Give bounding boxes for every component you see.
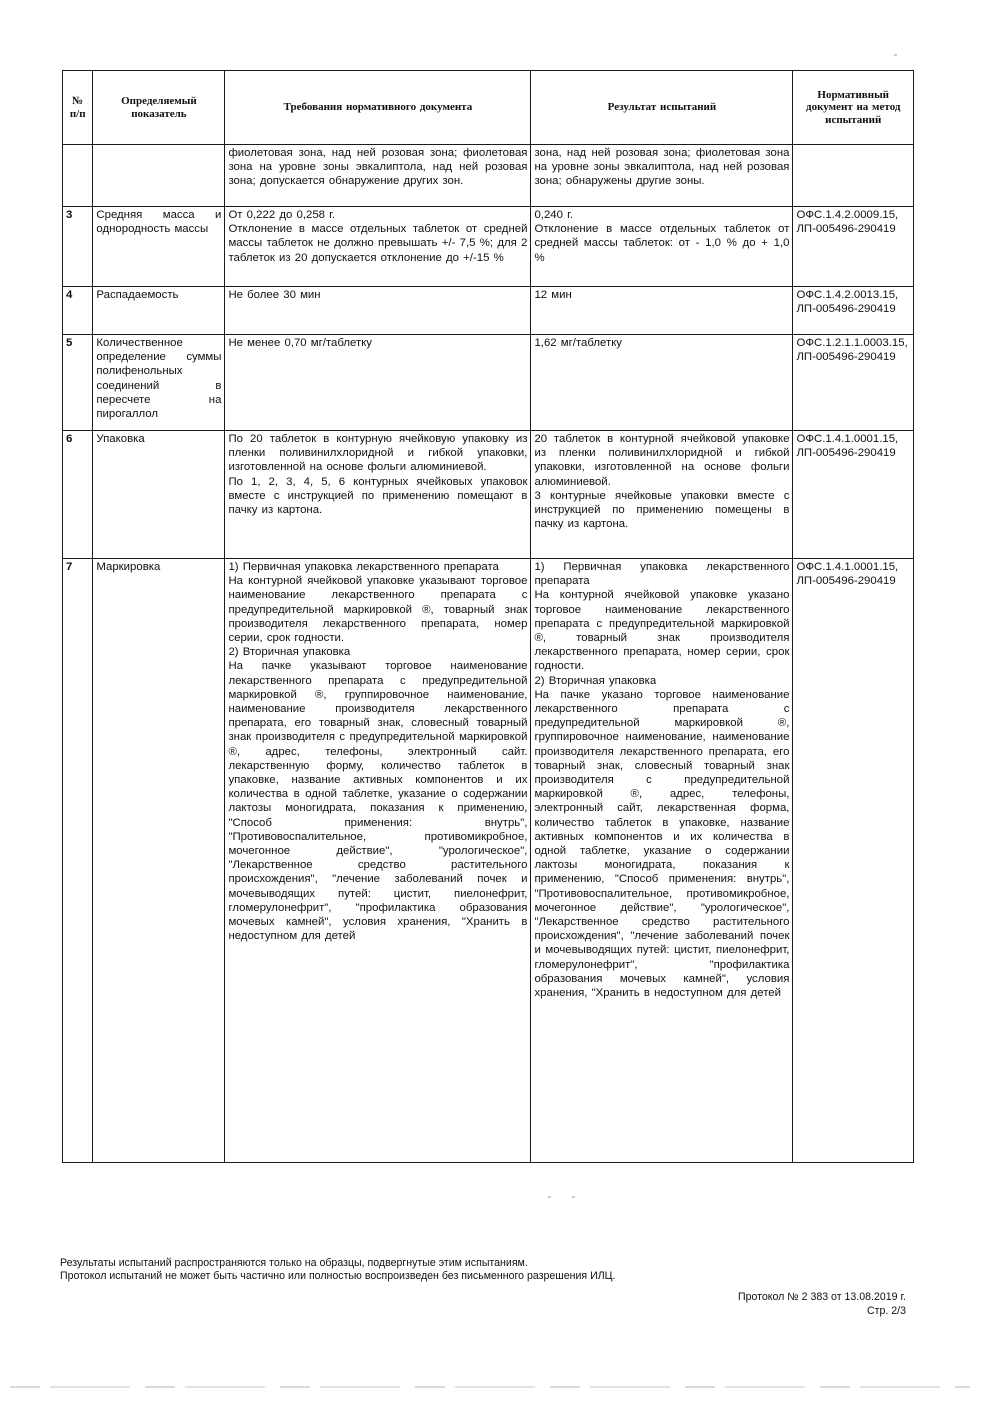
- row-method-doc: ОФС.1.4.2.0009.15, ЛП-005496-290419: [793, 207, 914, 287]
- protocol-number: Протокол № 2 383 от 13.08.2019 г.: [737, 1291, 906, 1303]
- row-requirement: Не менее 0,70 мг/таблетку: [225, 335, 531, 431]
- row-method-doc: [793, 145, 914, 207]
- row-num: 7: [63, 559, 93, 1163]
- footer-line-2: Протокол испытаний не может быть частично или полностью воспроизведен без письменного разрешения ИЛЦ.: [60, 1270, 616, 1282]
- row-result: 20 таблеток в контурной ячейковой упаковке из пленки поливинилхлоридной и гибкой упаковки, изготовленной на основе фольги алюминиевой. 3 контурные ячейковые упаковки вместе с инструкцией по применению помещены в пачку из картона.: [531, 431, 793, 559]
- row-indicator: Распадаемость: [93, 287, 225, 335]
- footer-line-1: Результаты испытаний распространяются только на образцы, подвергнутые этим испытаниям.: [60, 1257, 528, 1269]
- header-requirements: Требования нормативного документа: [225, 71, 531, 145]
- row-requirement: От 0,222 до 0,258 г. Отклонение в массе отдельных таблеток от средней массы таблеток не должно превышать +/- 7,5 %; для 2 таблеток из 20 допускается отклонение до +/-15 %: [225, 207, 531, 287]
- row-num: 5: [63, 335, 93, 431]
- table-row: [63, 335, 914, 431]
- row-method-doc: ОФС.1.4.2.0013.15, ЛП-005496-290419: [793, 287, 914, 335]
- row-indicator: [93, 145, 225, 207]
- row-result: 1) Первичная упаковка лекарственного препарата На контурной ячейковой упаковке указано торговое наименование лекарственного препарата с предупредительной маркировкой ®, товарный знак производителя лекарственного препарата, номер серии, срок годности. 2) Вторичная упаковка На пачке указано торговое наименование лекарственного препарата с предупредительной маркировкой ®, группировочное наименование, наименование производителя лекарственного препарата, его товарный знак, словесный товарный знак производителя с предупредительной маркировкой ®, адрес, телефоны, электронный сайт, лекарственная форма, количество таблеток в упаковке, название активных компонентов и их количества в одной таблетке, указание о содержании лактозы моногидрата, показания к применению, "Способ применения: внутрь", "Противовоспалительное, противомикробное, мочегонное действие", "урологическое", "Лекарственное средство растительного происхождения", "лечение заболеваний почек и мочевыводящих путей: цистит, пиелонефрит, гломерулонефрит", "профилактика образования мочевых камней", условия хранения, "Хранить в недоступном для детей: [531, 559, 793, 1163]
- scan-artifact-line: [10, 1386, 970, 1388]
- header-results: Результат испытаний: [531, 71, 793, 145]
- row-result: 0,240 г. Отклонение в массе отдельных таблеток от средней массы таблеток: от - 1,0 % до + 1,0 %: [531, 207, 793, 287]
- header-indicator: Определяемый показатель: [93, 71, 225, 145]
- row-method-doc: ОФС.1.4.1.0001.15, ЛП-005496-290419: [793, 431, 914, 559]
- row-requirement: 1) Первичная упаковка лекарственного препарата На контурной ячейковой упаковке указывают торговое наименование лекарственного препарата с предупредительной маркировкой ®, товарный знак производителя лекарственного препарата, номер серии, срок годности. 2) Вторичная упаковка На пачке указывают торговое наименование лекарственного препарата с предупредительной маркировкой ®, группировочное наименование, наименование производителя лекарственного препарата, его товарный знак, словесный товарный знак производителя с предупредительной маркировкой ®, адрес, телефоны, электронный сайт. лекарственную форму, количество таблеток в упаковке, название активных компонентов и их количества в одной таблетке, указание о содержании лактозы моногидрата, показания к применению, "Способ применения: внутрь", "Противовоспалительное, противомикробное, мочегонное действие", "урологическое", "Лекарственное средство растительного происхождения", "лечение заболеваний почек и мочевыводящих путей: цистит, пиелонефрит, гломерулонефрит", "профилактика образования мочевых камней", условия хранения, "Хранить в недоступном для детей: [225, 559, 531, 1163]
- row-num: 3: [63, 207, 93, 287]
- row-requirement: Не более 30 мин: [225, 287, 531, 335]
- row-num: 4: [63, 287, 93, 335]
- row-indicator: Средняя масса и однородность массы: [93, 207, 225, 287]
- row-num: [63, 145, 93, 207]
- row-indicator: Упаковка: [93, 431, 225, 559]
- table-row: [63, 431, 914, 559]
- row-requirement: По 20 таблеток в контурную ячейковую упаковку из пленки поливинилхлоридной и гибкой упаковки, изготовленной на основе фольги алюминиевой. По 1, 2, 3, 4, 5, 6 контурных ячейковых упаковок вместе с инструкцией по применению помещают в пачку из картона.: [225, 431, 531, 559]
- footer-disclaimer: [60, 1257, 920, 1283]
- test-results-table: [62, 70, 914, 1163]
- row-method-doc: ОФС.1.2.1.1.0003.15, ЛП-005496-290419: [793, 335, 914, 431]
- row-method-doc: ОФС.1.4.1.0001.15, ЛП-005496-290419: [793, 559, 914, 1163]
- scan-dust: [572, 1196, 575, 1198]
- table-row: [63, 559, 914, 1163]
- header-method-doc: Нормативный документ на метод испытаний: [793, 71, 914, 145]
- row-result: 12 мин: [531, 287, 793, 335]
- table-header-row: [63, 71, 914, 145]
- scan-dust: [548, 1196, 551, 1198]
- page-number: Стр. 2/3: [866, 1305, 906, 1317]
- row-result: 1,62 мг/таблетку: [531, 335, 793, 431]
- row-indicator: Количественное определение суммы полифенольных соединений в пересчете на пирогаллол: [93, 335, 225, 431]
- table-row: [63, 287, 914, 335]
- table-row: [63, 145, 914, 207]
- protocol-info: [738, 1290, 906, 1318]
- table-row: [63, 207, 914, 287]
- scan-dust: [894, 54, 897, 56]
- row-num: 6: [63, 431, 93, 559]
- row-requirement: фиолетовая зона, над ней розовая зона; фиолетовая зона на уровне зоны эвкалиптола, над ней розовая зона; допускается обнаружение других зон.: [225, 145, 531, 207]
- row-result: зона, над ней розовая зона; фиолетовая зона на уровне зоны эвкалиптола, над ней розовая зона; обнаружены другие зоны.: [531, 145, 793, 207]
- header-num: № п/п: [63, 71, 93, 145]
- row-indicator: Маркировка: [93, 559, 225, 1163]
